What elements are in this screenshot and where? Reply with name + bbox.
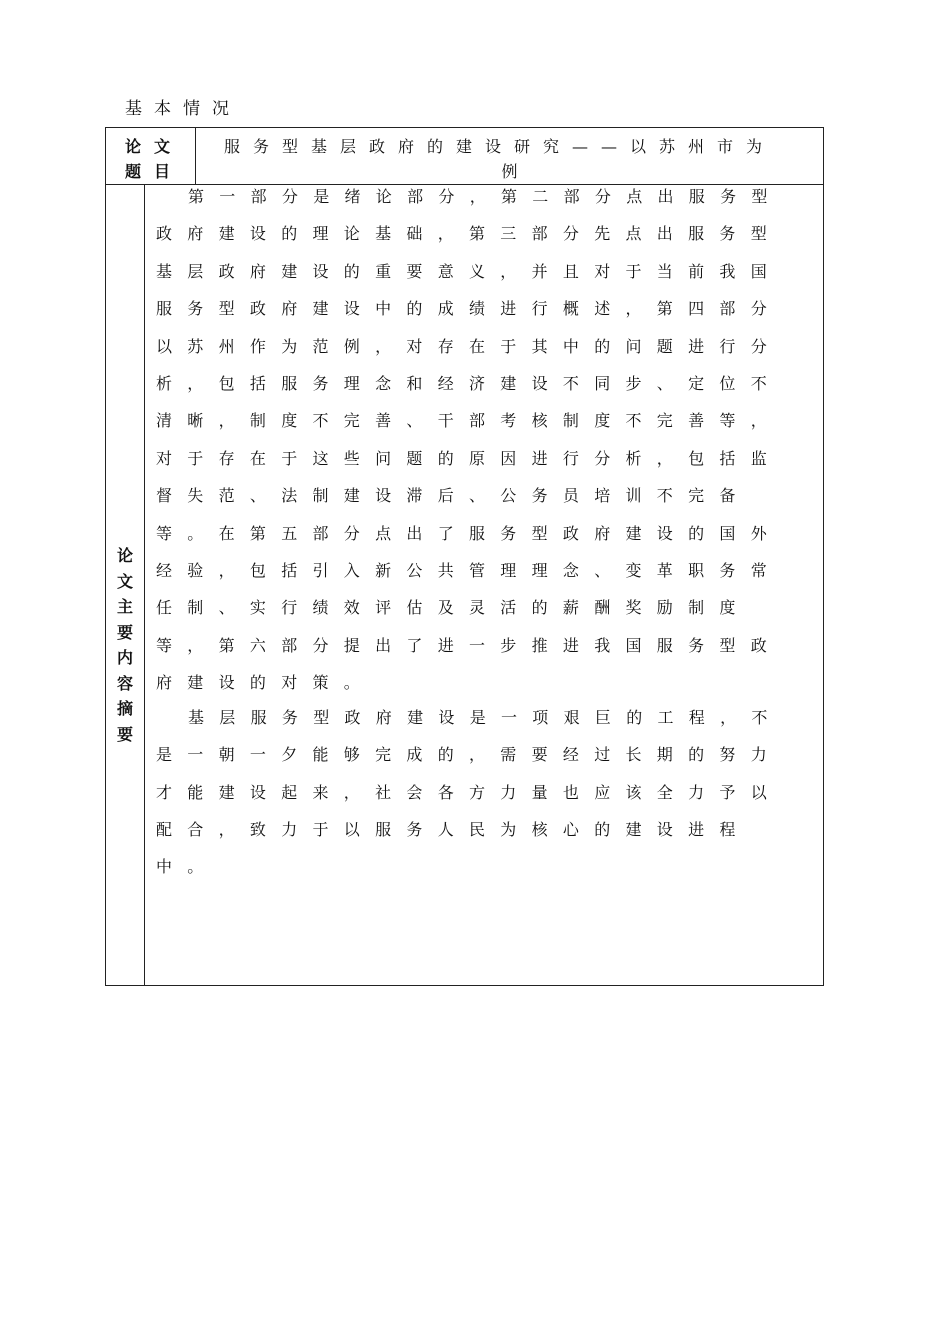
thesis-title-label <box>106 128 196 184</box>
section-heading: 基本情况 <box>125 99 241 119</box>
thesis-title-value-line2: 例 <box>501 162 518 181</box>
summary-label-cell <box>106 185 145 985</box>
thesis-title-value-line1: 服务型基层政府的建设研究——以苏州市为 <box>224 137 776 156</box>
summary-paragraph: 基层服务型政府建设是一项艰巨的工程，不是一朝一夕能够完成的，需要经过长期的努力才能建设起来，社会各方力量也应该全力予以配合，致力于以服务人民为核心的建设进程中。 <box>156 707 783 877</box>
thesis-title-label-line1: 论文 <box>125 137 184 156</box>
summary-label: 论文主要内容摘要 <box>117 546 134 744</box>
thesis-title-value <box>196 128 823 184</box>
info-table <box>105 127 824 986</box>
summary-content <box>156 185 802 886</box>
thesis-title-label-line2: 题目 <box>125 162 184 181</box>
summary-paragraph: 第一部分是绪论部分，第二部分点出服务型政府建设的理论基础，第三部分先点出服务型基层政府建设的重要意义，并且对于当前我国服务型政府建设中的成绩进行概述，第四部分以苏州作为范例，对存在于其中的问题进行分析，包括服务理念和经济建设不同步、定位不清晰，制度不完善、干部考核制度不完善等，对于存在于这些问题的原因进行分析，包括监督失范、法制建设滞后、公务员培训不完备等。在第五部分点出了服务型政府建设的国外经验，包括引入新公共管理理念、变革职务常任制、实行绩效评估及灵活的薪酬奖励制度等，第六部分提出了进一步推进我国服务型政府建设的对策。 <box>156 187 783 693</box>
thesis-title-row <box>106 128 823 185</box>
